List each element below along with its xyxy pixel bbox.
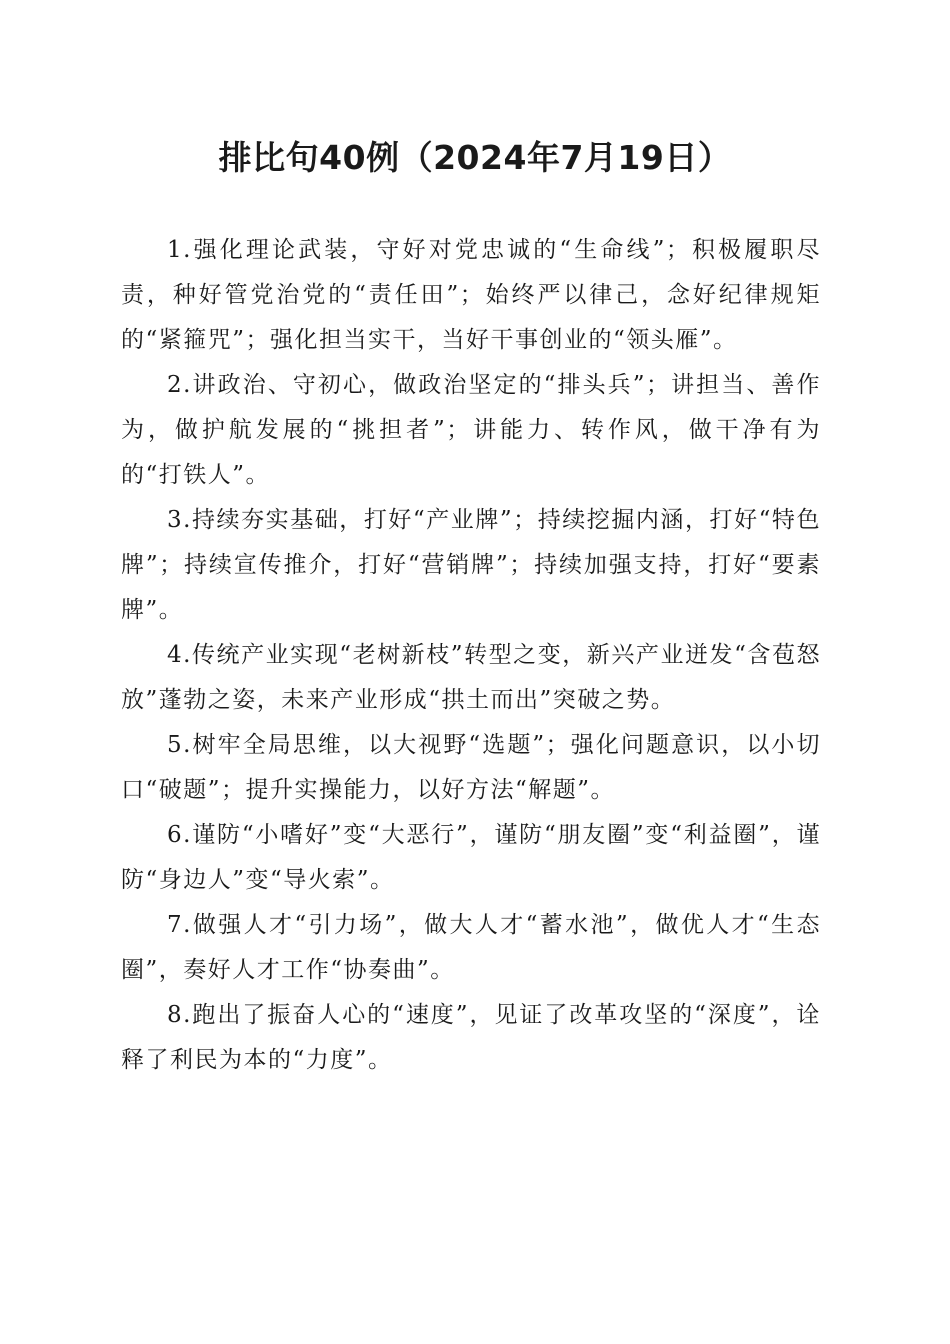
paragraph-4: 4.传统产业实现“老树新枝”转型之变，新兴产业迸发“含苞怒放”蓬勃之姿，未来产业形成“拱土而出”突破之势。 (121, 642, 821, 713)
paragraph-8: 8.跑出了振奋人心的“速度”，见证了改革攻坚的“深度”，诠释了利民为本的“力度”。 (121, 1002, 821, 1073)
paragraph-5: 5.树牢全局思维，以大视野“选题”；强化问题意识，以小切口“破题”；提升实操能力，以好方法“解题”。 (121, 732, 821, 803)
document-body (121, 228, 821, 1083)
paragraph-7: 7.做强人才“引力场”，做大人才“蓄水池”，做优人才“生态圈”，奏好人才工作“协奏曲”。 (121, 912, 821, 983)
paragraph-1: 1.强化理论武装，守好对党忠诚的“生命线”；积极履职尽责，种好管党治党的“责任田”；始终严以律己，念好纪律规矩的“紧箍咒”；强化担当实干，当好干事创业的“领头雁”。 (121, 237, 821, 353)
paragraph-2: 2.讲政治、守初心，做政治坚定的“排头兵”；讲担当、善作为，做护航发展的“挑担者”；讲能力、转作风，做干净有为的“打铁人”。 (121, 372, 821, 488)
document-title: 排比句40例（2024年7月19日） (218, 138, 732, 177)
paragraph-3: 3.持续夯实基础，打好“产业牌”；持续挖掘内涵，打好“特色牌”；持续宣传推介，打好“营销牌”；持续加强支持，打好“要素牌”。 (121, 507, 821, 623)
paragraph-6: 6.谨防“小嗜好”变“大恶行”，谨防“朋友圈”变“利益圈”，谨防“身边人”变“导火索”。 (121, 822, 821, 893)
